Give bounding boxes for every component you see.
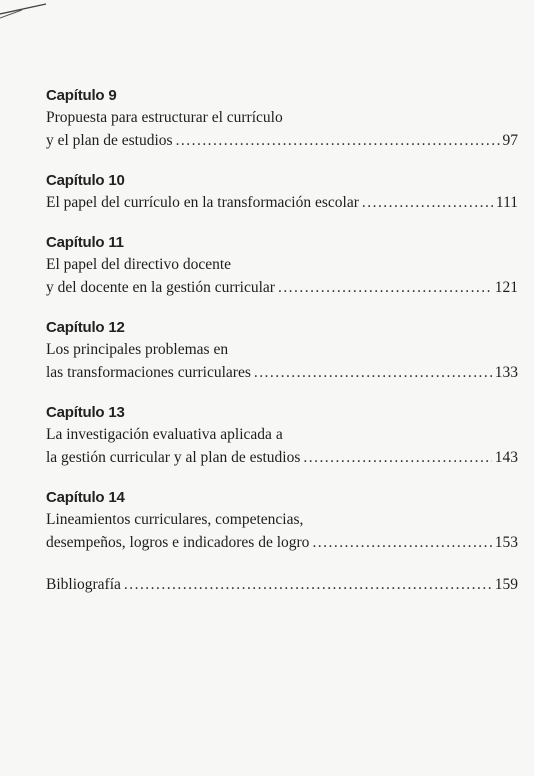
- toc-entry-chapter-9[interactable]: [46, 86, 518, 152]
- page-number: 143: [494, 449, 518, 466]
- dot-leader: [254, 361, 492, 384]
- toc-entry-chapter-11[interactable]: [46, 233, 518, 299]
- chapter-label: Capítulo 9: [46, 87, 117, 104]
- entry-title: Bibliografía: [46, 576, 121, 593]
- entry-title-line: [46, 191, 518, 214]
- entry-title: El papel del directivo docente: [46, 256, 232, 273]
- dot-leader: [124, 573, 492, 596]
- dot-leader: [278, 276, 492, 299]
- entry-title: Lineamientos curriculares, competencias,: [46, 511, 304, 528]
- entry-title: Los principales problemas en: [46, 341, 229, 358]
- page-corner-mark: [0, 0, 60, 30]
- chapter-label: Capítulo 14: [46, 489, 125, 506]
- page-number: 121: [494, 279, 518, 296]
- toc-entry-chapter-10[interactable]: [46, 171, 518, 214]
- dot-leader: [176, 129, 500, 152]
- page-number: 153: [494, 534, 518, 551]
- entry-title: La investigación evaluativa aplicada a: [46, 426, 283, 443]
- entry-title-line: [46, 361, 518, 384]
- dot-leader: [312, 531, 491, 554]
- dot-leader: [362, 191, 493, 214]
- entry-title-line: [46, 129, 518, 152]
- page-number: 97: [502, 132, 518, 149]
- entry-title-line: [46, 508, 518, 531]
- entry-title-line: [46, 446, 518, 469]
- entry-title: y el plan de estudios: [46, 132, 173, 149]
- chapter-label: Capítulo 11: [46, 234, 124, 251]
- toc-entry-chapter-12[interactable]: [46, 318, 518, 384]
- entry-title-line: [46, 253, 518, 276]
- toc-entry-chapter-14[interactable]: [46, 488, 518, 554]
- entry-title: desempeños, logros e indicadores de logro: [46, 534, 310, 551]
- entry-title-line: [46, 106, 518, 129]
- dot-leader: [303, 446, 491, 469]
- entry-title-line: [46, 276, 518, 299]
- entry-title-line: [46, 338, 518, 361]
- chapter-label: Capítulo 10: [46, 172, 125, 189]
- chapter-label: Capítulo 12: [46, 319, 125, 336]
- entry-title-line: [46, 573, 518, 596]
- entry-title-line: [46, 531, 518, 554]
- page-number: 111: [495, 194, 518, 211]
- toc-entry-bibliography[interactable]: [46, 573, 518, 596]
- entry-title: la gestión curricular y al plan de estudios: [46, 449, 301, 466]
- entry-title-line: [46, 423, 518, 446]
- table-of-contents: [46, 86, 518, 596]
- page-number: 159: [494, 576, 518, 593]
- entry-title: y del docente en la gestión curricular: [46, 279, 275, 296]
- chapter-label: Capítulo 13: [46, 404, 125, 421]
- entry-title: Propuesta para estructurar el currículo: [46, 109, 283, 126]
- entry-title: las transformaciones curriculares: [46, 364, 251, 381]
- toc-entry-chapter-13[interactable]: [46, 403, 518, 469]
- entry-title: El papel del currículo en la transformación escolar: [46, 194, 359, 211]
- page-number: 133: [494, 364, 518, 381]
